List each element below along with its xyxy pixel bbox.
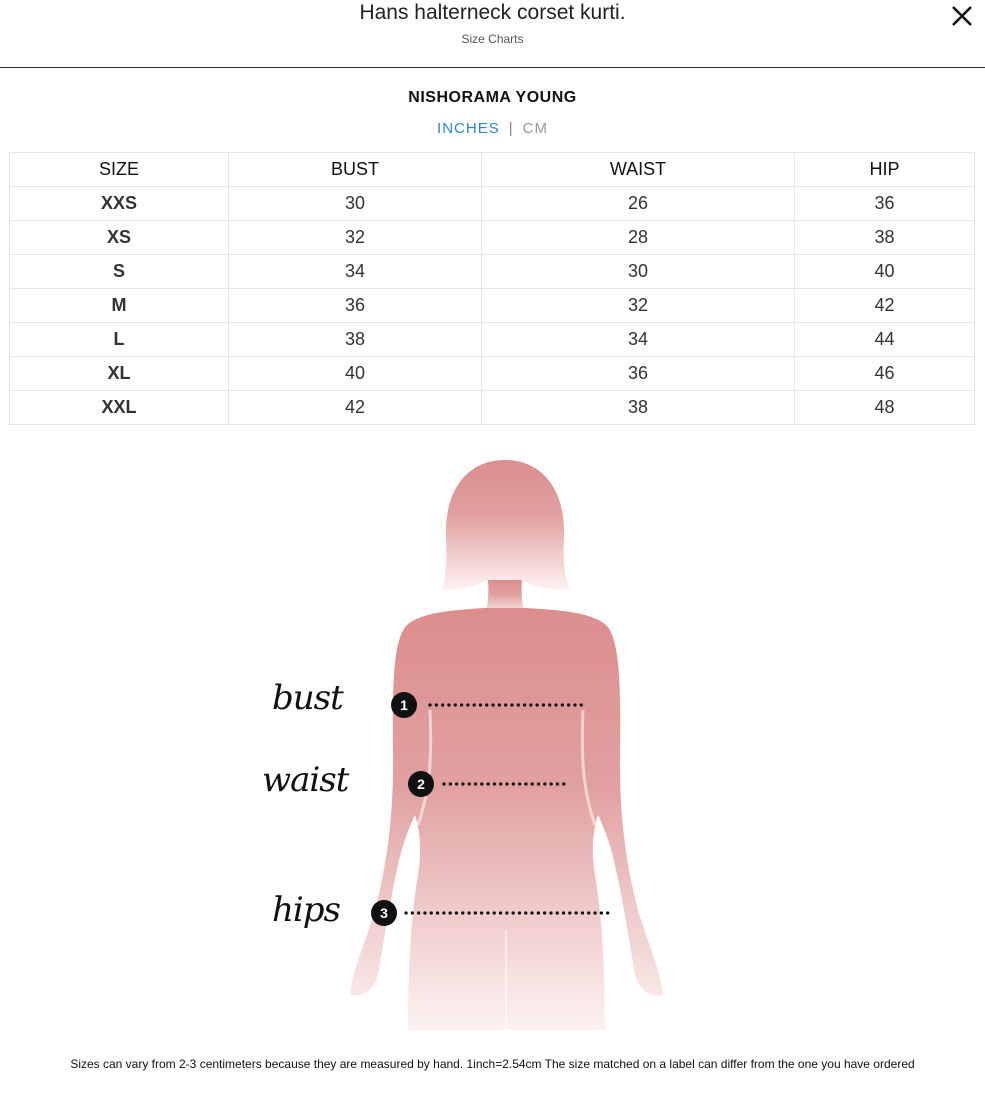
hip-cell: 46 bbox=[795, 357, 975, 391]
waist-label: waist bbox=[262, 760, 349, 800]
bust-label: bust bbox=[272, 678, 343, 718]
marker-label: 1 bbox=[400, 697, 408, 713]
bust-cell: 38 bbox=[229, 323, 482, 357]
product-title: Hans halterneck corset kurti. bbox=[359, 1, 626, 24]
waist-cell: 30 bbox=[482, 255, 795, 289]
size-cell: XXL bbox=[10, 391, 229, 425]
column-header-size: SIZE bbox=[10, 153, 229, 187]
close-button[interactable] bbox=[947, 2, 977, 32]
table-header-row bbox=[10, 153, 975, 187]
modal-header bbox=[0, 0, 985, 68]
size-chart-table bbox=[9, 152, 975, 425]
table-row bbox=[10, 289, 975, 323]
column-header-bust: BUST bbox=[229, 153, 482, 187]
bust-cell: 34 bbox=[229, 255, 482, 289]
brand-name: NISHORAMA YOUNG bbox=[408, 89, 577, 106]
size-cell: XXS bbox=[10, 187, 229, 221]
column-header-waist: WAIST bbox=[482, 153, 795, 187]
size-cell: XS bbox=[10, 221, 229, 255]
unit-inches-tab[interactable]: INCHES bbox=[437, 120, 500, 137]
hip-cell: 38 bbox=[795, 221, 975, 255]
bust-cell: 36 bbox=[229, 289, 482, 323]
unit-separator: | bbox=[508, 120, 514, 137]
waist-cell: 28 bbox=[482, 221, 795, 255]
table-row bbox=[10, 221, 975, 255]
bust-cell: 40 bbox=[229, 357, 482, 391]
table-row bbox=[10, 255, 975, 289]
table-row bbox=[10, 391, 975, 425]
table-row bbox=[10, 357, 975, 391]
waist-cell: 38 bbox=[482, 391, 795, 425]
size-charts-subtitle: Size Charts bbox=[461, 32, 524, 46]
unit-switch bbox=[0, 120, 985, 137]
table-row bbox=[10, 187, 975, 221]
size-cell: M bbox=[10, 289, 229, 323]
hip-cell: 42 bbox=[795, 289, 975, 323]
waist-cell: 32 bbox=[482, 289, 795, 323]
hips-label: hips bbox=[272, 890, 340, 930]
waist-cell: 34 bbox=[482, 323, 795, 357]
waist-cell: 26 bbox=[482, 187, 795, 221]
waist-cell: 36 bbox=[482, 357, 795, 391]
marker-label: 3 bbox=[380, 905, 388, 921]
hip-cell: 40 bbox=[795, 255, 975, 289]
bust-marker bbox=[391, 692, 417, 718]
measurement-figure bbox=[0, 430, 985, 1030]
hip-cell: 44 bbox=[795, 323, 975, 357]
marker-label: 2 bbox=[417, 776, 425, 792]
close-icon[interactable] bbox=[947, 2, 977, 32]
waist-marker bbox=[408, 771, 434, 797]
hip-cell: 48 bbox=[795, 391, 975, 425]
bust-cell: 32 bbox=[229, 221, 482, 255]
hip-cell: 36 bbox=[795, 187, 975, 221]
column-header-hip: HIP bbox=[795, 153, 975, 187]
size-cell: L bbox=[10, 323, 229, 357]
measurement-disclaimer: Sizes can vary from 2-3 centimeters because they are measured by hand. 1inch=2.54cm The size matched on a label can differ from the one you have ordered bbox=[70, 1057, 915, 1071]
unit-cm-tab[interactable]: CM bbox=[522, 120, 548, 137]
bust-cell: 42 bbox=[229, 391, 482, 425]
body-silhouette bbox=[0, 430, 985, 1030]
size-cell: XL bbox=[10, 357, 229, 391]
bust-cell: 30 bbox=[229, 187, 482, 221]
hips-marker bbox=[371, 900, 397, 926]
table-row bbox=[10, 323, 975, 357]
size-cell: S bbox=[10, 255, 229, 289]
